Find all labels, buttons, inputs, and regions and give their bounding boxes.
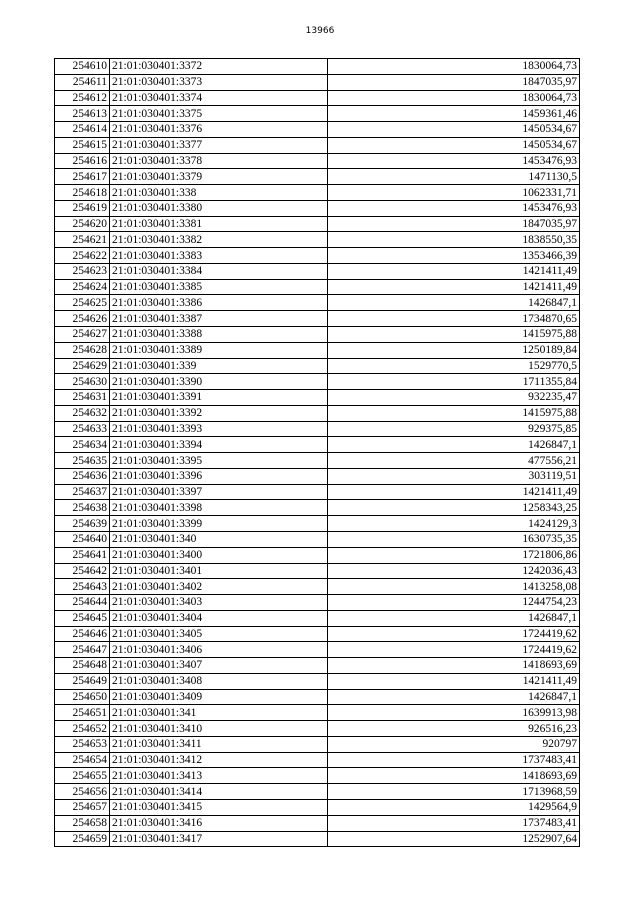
row-number-cell: 254619 (55, 200, 110, 216)
cadastral-number-cell: 21:01:030401:3408 (110, 673, 328, 689)
table-row (55, 453, 580, 469)
row-number-cell: 254628 (55, 342, 110, 358)
table-row (55, 405, 580, 421)
table-row (55, 153, 580, 169)
value-cell: 926516,23 (328, 721, 580, 737)
table-row (55, 106, 580, 122)
cadastral-number-cell: 21:01:030401:3373 (110, 74, 328, 90)
row-number-cell: 254630 (55, 374, 110, 390)
table-row (55, 799, 580, 815)
table-row (55, 358, 580, 374)
value-cell: 1450534,67 (328, 137, 580, 153)
value-cell: 920797 (328, 736, 580, 752)
cadastral-number-cell: 21:01:030401:3391 (110, 390, 328, 406)
value-cell: 1724419,62 (328, 642, 580, 658)
row-number-cell: 254632 (55, 405, 110, 421)
row-number-cell: 254652 (55, 721, 110, 737)
table-row (55, 752, 580, 768)
table-row (55, 579, 580, 595)
value-cell: 1413258,08 (328, 579, 580, 595)
value-cell: 1426847,1 (328, 689, 580, 705)
value-cell: 1847035,97 (328, 74, 580, 90)
table-row (55, 547, 580, 563)
row-number-cell: 254654 (55, 752, 110, 768)
table-row (55, 263, 580, 279)
table-row (55, 689, 580, 705)
value-cell: 1421411,49 (328, 279, 580, 295)
value-cell: 1630735,35 (328, 531, 580, 547)
table-row (55, 295, 580, 311)
row-number-cell: 254642 (55, 563, 110, 579)
cadastral-number-cell: 21:01:030401:3382 (110, 232, 328, 248)
cadastral-number-cell: 21:01:030401:3394 (110, 437, 328, 453)
value-cell: 1244754,23 (328, 595, 580, 611)
row-number-cell: 254656 (55, 784, 110, 800)
cadastral-number-cell: 21:01:030401:3396 (110, 468, 328, 484)
table-row (55, 516, 580, 532)
row-number-cell: 254651 (55, 705, 110, 721)
row-number-cell: 254621 (55, 232, 110, 248)
cadastral-number-cell: 21:01:030401:3407 (110, 658, 328, 674)
value-cell: 1453476,93 (328, 153, 580, 169)
value-cell: 1258343,25 (328, 500, 580, 516)
cadastral-number-cell: 21:01:030401:3399 (110, 516, 328, 532)
cadastral-number-cell: 21:01:030401:3379 (110, 169, 328, 185)
value-cell: 1734870,65 (328, 311, 580, 327)
row-number-cell: 254613 (55, 106, 110, 122)
value-cell: 1830064,73 (328, 59, 580, 75)
cadastral-number-cell: 21:01:030401:3405 (110, 626, 328, 642)
value-cell: 1724419,62 (328, 626, 580, 642)
value-cell: 1450534,67 (328, 122, 580, 138)
cadastral-number-cell: 21:01:030401:3385 (110, 279, 328, 295)
cadastral-number-cell: 21:01:030401:3406 (110, 642, 328, 658)
row-number-cell: 254638 (55, 500, 110, 516)
row-number-cell: 254612 (55, 90, 110, 106)
table-row (55, 421, 580, 437)
table-row (55, 642, 580, 658)
value-cell: 1847035,97 (328, 216, 580, 232)
table-row (55, 279, 580, 295)
cadastral-number-cell: 21:01:030401:3398 (110, 500, 328, 516)
cadastral-number-cell: 21:01:030401:3410 (110, 721, 328, 737)
table-row (55, 626, 580, 642)
cadastral-number-cell: 21:01:030401:3417 (110, 831, 328, 847)
cadastral-number-cell: 21:01:030401:3380 (110, 200, 328, 216)
value-cell: 477556,21 (328, 453, 580, 469)
value-cell: 1421411,49 (328, 484, 580, 500)
row-number-cell: 254658 (55, 815, 110, 831)
cadastral-number-cell: 21:01:030401:3377 (110, 137, 328, 153)
table-row (55, 595, 580, 611)
row-number-cell: 254645 (55, 610, 110, 626)
value-cell: 1830064,73 (328, 90, 580, 106)
cadastral-number-cell: 21:01:030401:3416 (110, 815, 328, 831)
table-row (55, 563, 580, 579)
row-number-cell: 254646 (55, 626, 110, 642)
cadastral-number-cell: 21:01:030401:3383 (110, 248, 328, 264)
cadastral-number-cell: 21:01:030401:338 (110, 185, 328, 201)
value-cell: 303119,51 (328, 468, 580, 484)
row-number-cell: 254637 (55, 484, 110, 500)
row-number-cell: 254636 (55, 468, 110, 484)
row-number-cell: 254611 (55, 74, 110, 90)
value-cell: 1062331,71 (328, 185, 580, 201)
row-number-cell: 254641 (55, 547, 110, 563)
value-cell: 1415975,88 (328, 405, 580, 421)
row-number-cell: 254622 (55, 248, 110, 264)
table-row (55, 374, 580, 390)
table-row (55, 248, 580, 264)
table-row (55, 169, 580, 185)
row-number-cell: 254623 (55, 263, 110, 279)
cadastral-number-cell: 21:01:030401:3413 (110, 768, 328, 784)
table-row (55, 311, 580, 327)
table-row (55, 90, 580, 106)
cadastral-number-cell: 21:01:030401:339 (110, 358, 328, 374)
cadastral-number-cell: 21:01:030401:3388 (110, 327, 328, 343)
table-row (55, 500, 580, 516)
value-cell: 1353466,39 (328, 248, 580, 264)
row-number-cell: 254625 (55, 295, 110, 311)
row-number-cell: 254633 (55, 421, 110, 437)
row-number-cell: 254657 (55, 799, 110, 815)
value-cell: 1529770,5 (328, 358, 580, 374)
cadastral-number-cell: 21:01:030401:3404 (110, 610, 328, 626)
row-number-cell: 254653 (55, 736, 110, 752)
value-cell: 1426847,1 (328, 437, 580, 453)
cadastral-number-cell: 21:01:030401:3381 (110, 216, 328, 232)
row-number-cell: 254610 (55, 59, 110, 75)
table-row (55, 673, 580, 689)
value-cell: 929375,85 (328, 421, 580, 437)
table-row (55, 342, 580, 358)
cadastral-number-cell: 21:01:030401:3415 (110, 799, 328, 815)
value-cell: 1426847,1 (328, 295, 580, 311)
table-row (55, 200, 580, 216)
cadastral-number-cell: 21:01:030401:3402 (110, 579, 328, 595)
cadastral-number-cell: 21:01:030401:3412 (110, 752, 328, 768)
cadastral-number-cell: 21:01:030401:3400 (110, 547, 328, 563)
table-row (55, 232, 580, 248)
row-number-cell: 254634 (55, 437, 110, 453)
cadastral-number-cell: 21:01:030401:3414 (110, 784, 328, 800)
cadastral-number-cell: 21:01:030401:3386 (110, 295, 328, 311)
table-row (55, 468, 580, 484)
row-number-cell: 254624 (55, 279, 110, 295)
cadastral-number-cell: 21:01:030401:3403 (110, 595, 328, 611)
table-row (55, 610, 580, 626)
table-row (55, 437, 580, 453)
table-row (55, 74, 580, 90)
table-row (55, 137, 580, 153)
row-number-cell: 254631 (55, 390, 110, 406)
cadastral-number-cell: 21:01:030401:3392 (110, 405, 328, 421)
table-row (55, 390, 580, 406)
value-cell: 1737483,41 (328, 752, 580, 768)
page-number: 13966 (305, 26, 335, 36)
value-cell: 1252907,64 (328, 831, 580, 847)
row-number-cell: 254626 (55, 311, 110, 327)
cadastral-number-cell: 21:01:030401:3372 (110, 59, 328, 75)
value-cell: 1418693,69 (328, 658, 580, 674)
cadastral-number-cell: 21:01:030401:3390 (110, 374, 328, 390)
table-row (55, 815, 580, 831)
value-cell: 1421411,49 (328, 673, 580, 689)
cadastral-number-cell: 21:01:030401:3401 (110, 563, 328, 579)
row-number-cell: 254618 (55, 185, 110, 201)
value-cell: 1429564,9 (328, 799, 580, 815)
row-number-cell: 254635 (55, 453, 110, 469)
table-row (55, 484, 580, 500)
cadastral-number-cell: 21:01:030401:340 (110, 531, 328, 547)
value-cell: 1471130,5 (328, 169, 580, 185)
value-cell: 1711355,84 (328, 374, 580, 390)
value-cell: 1453476,93 (328, 200, 580, 216)
value-cell: 1639913,98 (328, 705, 580, 721)
cadastral-number-cell: 21:01:030401:3395 (110, 453, 328, 469)
table-body (55, 59, 580, 847)
cadastral-number-cell: 21:01:030401:3378 (110, 153, 328, 169)
table-row (55, 784, 580, 800)
cadastral-number-cell: 21:01:030401:341 (110, 705, 328, 721)
value-cell: 1421411,49 (328, 263, 580, 279)
table-row (55, 59, 580, 75)
cadastral-number-cell: 21:01:030401:3393 (110, 421, 328, 437)
value-cell: 1418693,69 (328, 768, 580, 784)
data-table (54, 58, 580, 847)
table-row (55, 721, 580, 737)
cadastral-number-cell: 21:01:030401:3375 (110, 106, 328, 122)
value-cell: 1459361,46 (328, 106, 580, 122)
cadastral-number-cell: 21:01:030401:3389 (110, 342, 328, 358)
cadastral-number-cell: 21:01:030401:3384 (110, 263, 328, 279)
value-cell: 1242036,43 (328, 563, 580, 579)
row-number-cell: 254627 (55, 327, 110, 343)
row-number-cell: 254617 (55, 169, 110, 185)
row-number-cell: 254620 (55, 216, 110, 232)
row-number-cell: 254649 (55, 673, 110, 689)
row-number-cell: 254614 (55, 122, 110, 138)
table-row (55, 768, 580, 784)
value-cell: 1721806,86 (328, 547, 580, 563)
cadastral-number-cell: 21:01:030401:3409 (110, 689, 328, 705)
table-row (55, 327, 580, 343)
row-number-cell: 254644 (55, 595, 110, 611)
value-cell: 932235,47 (328, 390, 580, 406)
value-cell: 1415975,88 (328, 327, 580, 343)
table-row (55, 736, 580, 752)
cadastral-number-cell: 21:01:030401:3374 (110, 90, 328, 106)
cadastral-number-cell: 21:01:030401:3376 (110, 122, 328, 138)
value-cell: 1250189,84 (328, 342, 580, 358)
row-number-cell: 254615 (55, 137, 110, 153)
row-number-cell: 254640 (55, 531, 110, 547)
row-number-cell: 254639 (55, 516, 110, 532)
cadastral-number-cell: 21:01:030401:3411 (110, 736, 328, 752)
table-row (55, 831, 580, 847)
value-cell: 1426847,1 (328, 610, 580, 626)
value-cell: 1737483,41 (328, 815, 580, 831)
row-number-cell: 254659 (55, 831, 110, 847)
table-row (55, 216, 580, 232)
table-row (55, 185, 580, 201)
row-number-cell: 254648 (55, 658, 110, 674)
table-row (55, 658, 580, 674)
value-cell: 1424129,3 (328, 516, 580, 532)
cadastral-number-cell: 21:01:030401:3397 (110, 484, 328, 500)
table-row (55, 705, 580, 721)
table-row (55, 531, 580, 547)
value-cell: 1838550,35 (328, 232, 580, 248)
table-row (55, 122, 580, 138)
cadastral-number-cell: 21:01:030401:3387 (110, 311, 328, 327)
row-number-cell: 254629 (55, 358, 110, 374)
value-cell: 1713968,59 (328, 784, 580, 800)
row-number-cell: 254643 (55, 579, 110, 595)
row-number-cell: 254655 (55, 768, 110, 784)
row-number-cell: 254616 (55, 153, 110, 169)
row-number-cell: 254650 (55, 689, 110, 705)
row-number-cell: 254647 (55, 642, 110, 658)
